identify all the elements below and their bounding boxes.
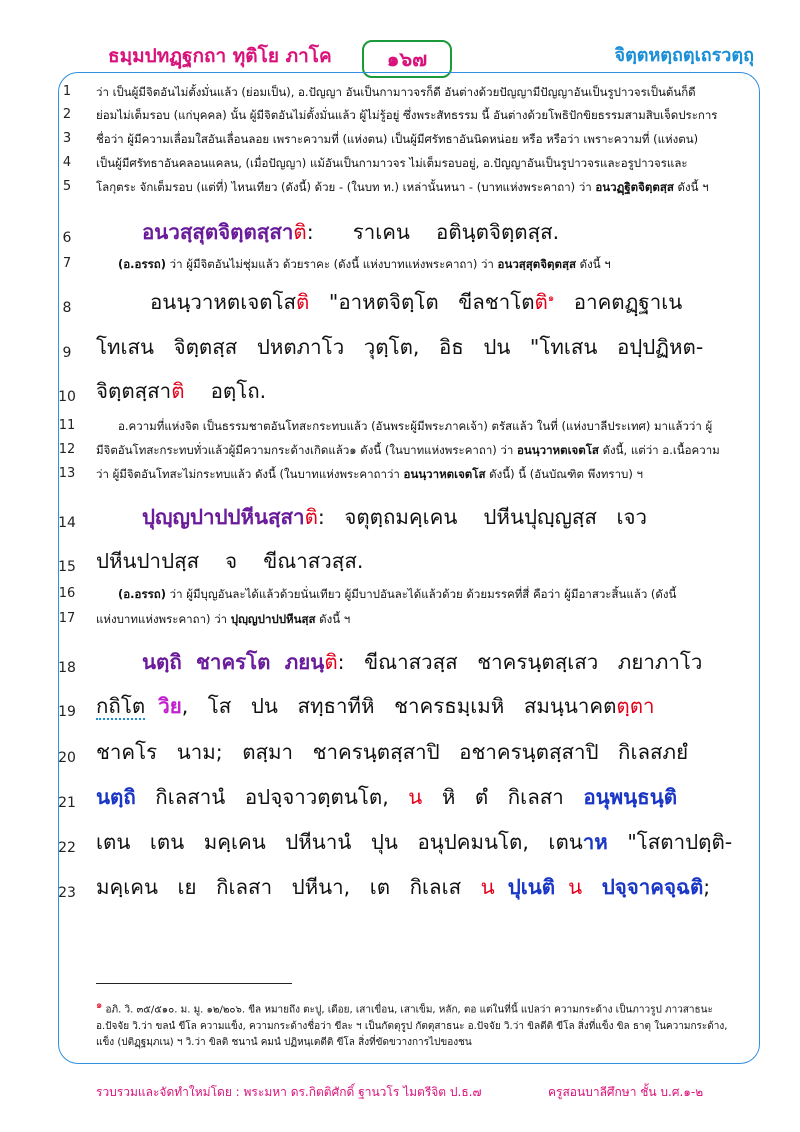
highlight-segment: าห: [582, 830, 608, 854]
text-segment: ว่า ผู้มีจิตอันโทสะไม่กระทบแล้ว ดังนี้ (ในบาทแห่งพระคาถาว่า: [96, 467, 404, 481]
line-text: [96, 107, 736, 125]
text-segment: ดังนี้ ฯ: [576, 257, 611, 271]
highlight-segment: ปุญฺญปาปปหีนสฺสา: [142, 505, 305, 529]
highlight-segment: อนุพนฺธนฺติ: [583, 785, 678, 809]
text-segment: ย่อมไม่เต็มรอบ (แก่บุคคล) นั้น ผู้มีจิตอันไม่ตั้งมั่นแล้ว ผู้ไม่รู้อยู่ ซึ่งพระสัทธรรม นี้ อันต่างด้วยโพธิปักขิยธรรมสามสิบเจ็ดประการ: [96, 108, 718, 122]
line-number: 20: [58, 750, 76, 766]
highlight-segment: ปุญฺญปาปปหีนสฺส: [230, 612, 316, 626]
line-number: 4: [62, 155, 72, 170]
line-number: 22: [58, 840, 76, 856]
text-segment: : ขีณาสวสฺส ชาครนฺตสฺเสว ภยาภาโว: [337, 650, 703, 674]
text-segment: อตฺโถ.: [184, 379, 267, 403]
line-number: 14: [58, 515, 76, 531]
highlight-segment: ตฺตา: [616, 694, 655, 718]
line-number: 6: [62, 230, 72, 246]
footnote-ref: ๑: [547, 293, 555, 305]
line-text: [96, 84, 736, 102]
highlight-segment: ติ: [296, 290, 310, 314]
footer-author: รวบรวมและจัดทำใหม่โดย : พระมหา ดร.กิตติศักดิ์ ฐานวโร ไมตรีจิต ป.ธ.๗: [96, 1085, 482, 1099]
line-text: [96, 646, 736, 679]
text-segment: : ราเคน อตินฺตจิตฺตสฺส.: [306, 220, 560, 244]
text-segment: ดังนี้) นี้ (อันบัณฑิต พึงทราบ) ฯ: [485, 467, 643, 481]
text-segment: [145, 694, 158, 718]
text-segment: "อาหตจิตฺโต ขีลชาโต: [309, 290, 535, 314]
line-number: 8: [62, 300, 72, 316]
line-text: [96, 442, 736, 460]
line-number: 2: [62, 107, 72, 122]
highlight-segment: วิย: [158, 694, 182, 718]
line-text: [96, 586, 736, 604]
text-segment: [555, 875, 568, 899]
highlight-segment: น: [480, 875, 495, 899]
highlight-segment: นตฺถิ ชาครโต ภยนฺ: [142, 650, 325, 674]
page-number-badge: ๑๖๗: [362, 40, 452, 78]
highlight-segment: ปจฺจาคจฺฉติ: [601, 875, 704, 899]
highlight-segment: (อ.อรรถ): [118, 257, 167, 271]
text-segment: "โสตาปตฺติ-: [607, 830, 733, 854]
text-segment: อาคตฏฺฐาเน: [554, 290, 683, 314]
highlight-segment: ติ: [324, 650, 338, 674]
line-text: [96, 826, 736, 859]
text-segment: จิตฺตสฺสา: [96, 379, 172, 403]
footnote-divider: [96, 983, 292, 984]
line-text: [96, 155, 736, 173]
text-segment: เตน เตน มคฺเคน ปหีนานํ ปุน อนุปคมนโต, เตน: [96, 830, 583, 854]
text-segment: โทเสน จิตฺตสฺส ปหตภาโว วุตฺโต, อิธ ปน "โทเสน อปฺปฏิหต-: [96, 335, 704, 359]
text-segment: ว่า ผู้มีบุญอันละได้แล้วด้วยนั่นเทียว ผู้มีบาปอันละได้แล้วด้วย ด้วยมรรคที่สี่ คือว่า ผู้มีอาสวะสิ้นแล้ว (ดังนี้: [166, 587, 677, 601]
line-number: 1: [62, 84, 72, 99]
highlight-segment: ติ: [304, 505, 318, 529]
text-segment: มีจิตอันโทสะกระทบทั่วแล้วผู้มีความกระด้างเกิดแล้ว๑ ดังนี้ (ในบาทแห่งพระคาถา) ว่า: [96, 443, 517, 457]
text-segment: โลกุตระ จักเต็มรอบ (แต่ที่) ไหนเทียว (ดังนี้) ด้วย - (ในบท ท.) เหล่านั้นหนา - (บาทแห่งพระคาถา) ว่า: [96, 180, 596, 194]
line-text: [96, 501, 736, 534]
text-segment: ชื่อว่า ผู้มีความเลื่อมใสอันเลื่อนลอย เพราะความที่ (แห่งตน) เป็นผู้มีศรัทธาอันนิดหน่อย หรือ หรือว่า เพราะความที่ (แห่งตน): [96, 132, 699, 146]
line-text: [96, 375, 736, 408]
line-number: 11: [58, 418, 76, 433]
line-number: 9: [62, 345, 72, 361]
text-segment: [495, 875, 508, 899]
highlight-segment: อนวสฺสุตจิตฺตสฺสา: [142, 220, 294, 244]
line-text: [96, 216, 736, 249]
header-chapter-title: จิตฺตหตฺถตฺเถรวตฺถุ: [614, 45, 754, 66]
highlight-segment: นตฺถิ: [96, 785, 136, 809]
line-text: [96, 418, 736, 436]
text-segment: ชาคโร นาม; ตสฺมา ชาครนฺตสฺสาปิ อชาครนฺตสฺสาปิ กิเลสภยํ: [96, 740, 689, 764]
line-text: [96, 545, 736, 578]
text-segment: อนนฺวาหตเจตโส: [150, 290, 297, 314]
text-segment: ดังนี้, แต่ว่า อ.เนื้อความ: [598, 443, 720, 457]
line-text: [96, 871, 736, 904]
line-number: 13: [58, 466, 76, 481]
line-number: 10: [58, 389, 76, 405]
highlight-segment: ติ: [534, 290, 548, 314]
line-number: 17: [58, 611, 76, 626]
line-text: [96, 131, 736, 149]
text-segment: [582, 875, 602, 899]
line-number: 5: [62, 179, 72, 194]
text-segment: ดังนี้ ฯ: [673, 180, 709, 194]
line-number: 19: [58, 704, 76, 720]
line-number: 16: [58, 586, 76, 601]
line-text: [96, 256, 736, 274]
line-text: [96, 179, 736, 197]
highlight-segment: อนวสฺสุตจิตฺตสฺส: [497, 257, 576, 271]
highlight-segment: อนนฺวาหตเจตโส: [517, 443, 599, 457]
highlight-segment: น: [568, 875, 583, 899]
line-number: 15: [58, 559, 76, 575]
line-text: [96, 736, 736, 769]
footnote: [96, 998, 736, 1052]
line-number: 23: [58, 885, 76, 901]
line-text: [96, 286, 736, 319]
text-segment: เป็นผู้มีศรัทธาอันคลอนแคลน, (เมื่อปัญญา) แม้อันเป็นกามาวจร ไม่เต็มรอบอยู่, อ.ปัญญาอันเป็นรูปาวจรและอรูปาวจรและ: [96, 156, 688, 170]
line-number: 21: [58, 795, 76, 811]
text-segment: แห่งบาทแห่งพระคาถา) ว่า: [96, 612, 231, 626]
text-segment: ดังนี้ ฯ: [315, 612, 351, 626]
line-text: [96, 466, 736, 484]
text-segment: ;: [703, 875, 711, 899]
text-segment: , โส ปน สทฺธาทีหิ ชาครธมฺเมหิ สมนฺนาคต: [181, 694, 617, 718]
text-segment: กิเลสานํ อปจฺจาวตฺตนโต,: [135, 785, 409, 809]
highlight-segment: น: [408, 785, 423, 809]
header-book-title: ธมฺมปทฏฺฐกถา ทุติโย ภาโค: [108, 45, 332, 67]
footer-course: ครูสอนบาลีศึกษา ชั้น บ.ศ.๑-๒: [548, 1085, 704, 1099]
text-segment: ว่า ผู้มีจิตอันไม่ชุ่มแล้ว ด้วยราคะ (ดังนี้ แห่งบาทแห่งพระคาถา) ว่า: [166, 257, 498, 271]
text-segment: อ.ความที่แห่งจิต เป็นธรรมชาตอันโทสะกระทบแล้ว (อันพระผู้มีพระภาคเจ้า) ตรัสแล้ว ในที่ (แห่งบาลีประเทศ) มาแล้วว่า ผู้: [118, 419, 713, 433]
highlight-segment: อนนฺวาหตเจตโส: [403, 467, 486, 481]
highlight-segment: กถิโต: [96, 694, 146, 718]
text-segment: หิ ตํ กิเลสา: [422, 785, 584, 809]
highlight-segment: ติ: [293, 220, 307, 244]
highlight-segment: อนวฏฺฐิตจิตฺตสฺส: [595, 180, 674, 194]
text-segment: : จตุตฺถมคฺเคน ปหีนปุญฺญสฺส เจว: [317, 505, 648, 529]
highlight-segment: (อ.อรรถ): [118, 587, 167, 601]
line-number: 12: [58, 442, 76, 457]
line-number: 3: [62, 131, 72, 146]
text-segment: ว่า เป็นผู้มีจิตอันไม่ตั้งมั่นแล้ว (ย่อมเป็น), อ.ปัญญา อันเป็นกามาวจรก็ดี อันต่างด้วยปัญญามีปัญญาอันเป็นรูปาวจรเป็นต้นก็ดี: [96, 85, 696, 99]
line-text: [96, 690, 736, 723]
line-text: [96, 781, 736, 814]
highlight-segment: ติ: [171, 379, 185, 403]
line-number: 7: [62, 256, 72, 271]
text-segment: ปหีนปาปสฺส จ ขีณาสวสฺส.: [96, 549, 364, 573]
footnote-mark: ๑: [96, 1000, 103, 1011]
line-text: [96, 611, 736, 629]
highlight-segment: ปุเนติ: [507, 875, 556, 899]
text-segment: มคฺเคน เย กิเลสา ปหีนา, เต กิเลเส: [96, 875, 481, 899]
line-number: 18: [58, 660, 76, 676]
line-text: [96, 331, 736, 364]
footnote-text: อภิ. วิ. ๓๕/๕๑๐. ม. มู. ๑๒/๒๐๖. ขีล หมายถึง ตะปู, เดือย, เสาเขื่อน, เสาเข็ม, หลัก, ตอ แต่ในที่นี้ แปลว่า ความกระด้าง เป็นภาวรูป ภาวสาธนะ อ.ปัจจัย วิ.ว่า ขลนํ ขีโล ความแข็ง, ความกระด้างชื่อว่า ขีละ ฯ เป็นกัตตุรูป กัตตุสาธนะ อ.ปัจจัย วิ.ว่า ขิลตีติ ขีโล สิ่งที่แข็ง ขิล ธาตุ ในความกระด้าง, แข็ง (ปติฏฺฐมฺภเน) ฯ วิ.ว่า ขิลติ ชนานํ คมนํ ปฏิหนฺเตตีติ ขีโล สิ่งที่ขัดขวางการไปของชน: [96, 1004, 728, 1049]
